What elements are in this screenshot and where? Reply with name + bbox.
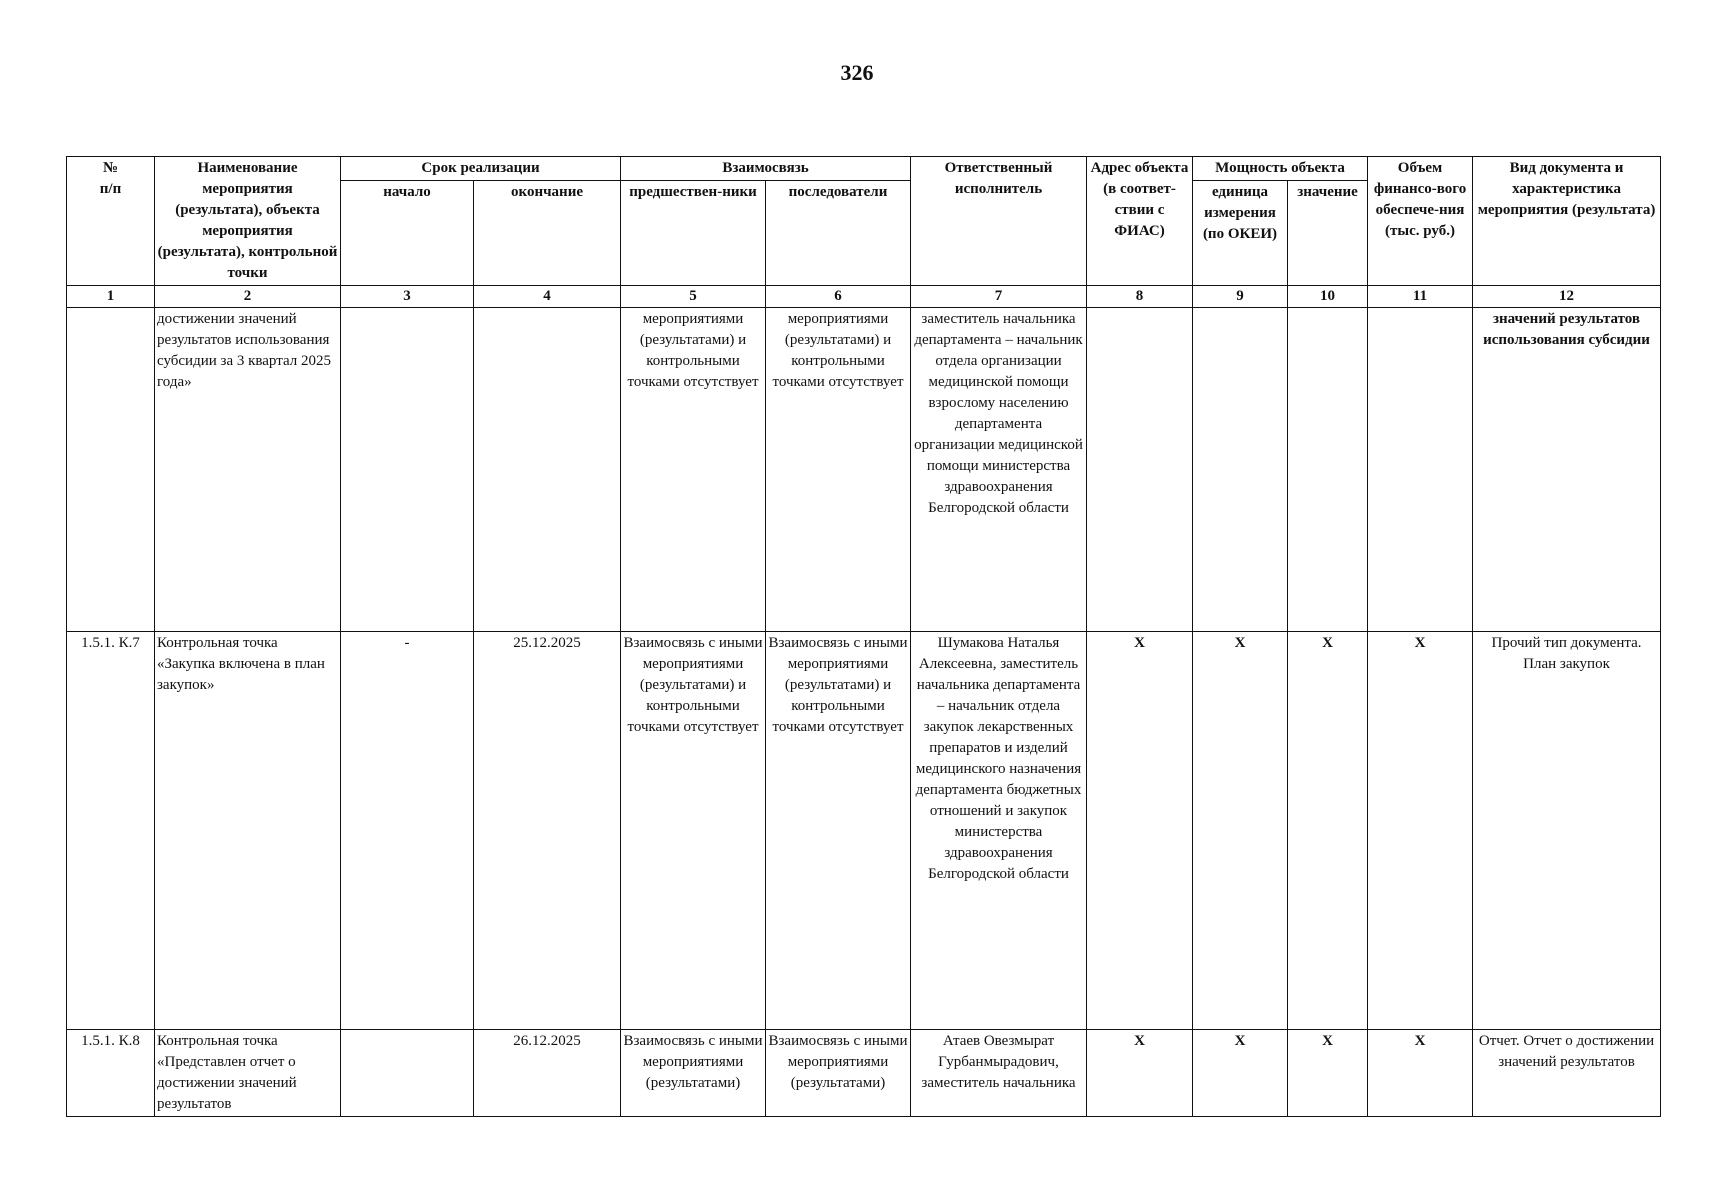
plan-table (66, 156, 1661, 1117)
column-number: 2 (155, 286, 341, 308)
cell-start (341, 1030, 474, 1117)
column-number: 1 (67, 286, 155, 308)
table-row (67, 308, 1661, 632)
cell-start (341, 308, 474, 632)
page-number: 326 (840, 60, 874, 85)
cell-unit (1193, 308, 1288, 632)
header-capacity-value: значение (1288, 181, 1368, 286)
cell-responsible: Атаев Овезмырат Гурбанмырадович, заместитель начальника (911, 1030, 1087, 1117)
cell-next: мероприятиями (результатами) и контрольными точками отсутствует (766, 308, 911, 632)
header-num: № п/п (67, 157, 155, 286)
table-row (67, 632, 1661, 1030)
cell-value (1288, 308, 1368, 632)
header-term-start: начало (341, 181, 474, 286)
header-link-next: последователи (766, 181, 911, 286)
cell-unit: Х (1193, 632, 1288, 1030)
cell-num: 1.5.1. К.7 (67, 632, 155, 1030)
header-name: Наименование мероприятия (результата), объекта мероприятия (результата), контрольной точки (155, 157, 341, 286)
cell-finance (1368, 308, 1473, 632)
cell-responsible: заместитель начальника департамента – начальник отдела организации медицинской помощи взрослому населению департамента организации медицинской помощи министерства здравоохранения Белгородской области (911, 308, 1087, 632)
cell-doc: Прочий тип документа. План закупок (1473, 632, 1661, 1030)
cell-value: Х (1288, 1030, 1368, 1117)
cell-value: Х (1288, 632, 1368, 1030)
cell-address: Х (1087, 632, 1193, 1030)
cell-prev: Взаимосвязь с иными мероприятиями (результатами) и контрольными точками отсутствует (621, 632, 766, 1030)
header-term-end: окончание (474, 181, 621, 286)
cell-name: Контрольная точка «Закупка включена в план закупок» (155, 632, 341, 1030)
cell-address (1087, 308, 1193, 632)
column-number: 5 (621, 286, 766, 308)
column-number: 12 (1473, 286, 1661, 308)
column-number: 9 (1193, 286, 1288, 308)
column-number: 8 (1087, 286, 1193, 308)
column-number: 4 (474, 286, 621, 308)
cell-responsible: Шумакова Наталья Алексеевна, заместитель начальника департамента – начальник отдела закупок лекарственных препаратов и изделий медицинского назначения департамента бюджетных отношений и закупок министерства здравоохранения Белгородской области (911, 632, 1087, 1030)
cell-prev: Взаимосвязь с иными мероприятиями (результатами) (621, 1030, 766, 1117)
column-number: 3 (341, 286, 474, 308)
column-number: 11 (1368, 286, 1473, 308)
header-responsible: Ответственный исполнитель (911, 157, 1087, 286)
header-link: Взаимосвязь (621, 157, 911, 181)
header-term: Срок реализации (341, 157, 621, 181)
cell-num (67, 308, 155, 632)
cell-finance: Х (1368, 1030, 1473, 1117)
cell-doc: значений результатов использования субсидии (1473, 308, 1661, 632)
cell-unit: Х (1193, 1030, 1288, 1117)
cell-next: Взаимосвязь с иными мероприятиями (результатами) (766, 1030, 911, 1117)
cell-address: Х (1087, 1030, 1193, 1117)
cell-num: 1.5.1. К.8 (67, 1030, 155, 1117)
cell-name: Контрольная точка «Представлен отчет о достижении значений результатов (155, 1030, 341, 1117)
header-link-prev: предшествен-ники (621, 181, 766, 286)
cell-start: - (341, 632, 474, 1030)
cell-prev: мероприятиями (результатами) и контрольными точками отсутствует (621, 308, 766, 632)
cell-finance: Х (1368, 632, 1473, 1030)
column-number: 10 (1288, 286, 1368, 308)
table-row (67, 1030, 1661, 1117)
cell-end: 25.12.2025 (474, 632, 621, 1030)
header-doc: Вид документа и характеристика мероприятия (результата) (1473, 157, 1661, 286)
cell-end (474, 308, 621, 632)
header-capacity: Мощность объекта (1193, 157, 1368, 181)
cell-doc: Отчет. Отчет о достижении значений результатов (1473, 1030, 1661, 1117)
cell-name: достижении значений результатов использования субсидии за 3 квартал 2025 года» (155, 308, 341, 632)
header-capacity-unit: единица измерения (по ОКЕИ) (1193, 181, 1288, 286)
header-address: Адрес объекта (в соответ-ствии с ФИАС) (1087, 157, 1193, 286)
header-finance: Объем финансо-вого обеспече-ния (тыс. руб.) (1368, 157, 1473, 286)
column-number: 7 (911, 286, 1087, 308)
cell-end: 26.12.2025 (474, 1030, 621, 1117)
cell-next: Взаимосвязь с иными мероприятиями (результатами) и контрольными точками отсутствует (766, 632, 911, 1030)
column-number: 6 (766, 286, 911, 308)
